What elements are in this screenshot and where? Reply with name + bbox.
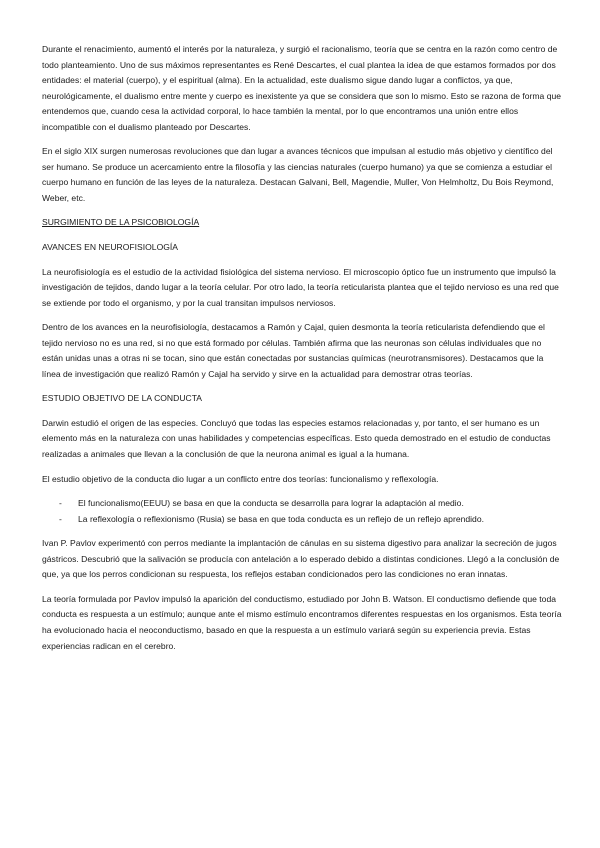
paragraph-renacimiento: Durante el renacimiento, aumentó el interés por la naturaleza, y surgió el racionalismo, teoría que se centra en la razón como centro de todo planteamiento. Uno de sus máximos representantes es René Descartes, el cual plantea la idea de que estamos formados por dos entidades: el material (cuerpo), y el espiritual (alma). En la actualidad, este dualismo sigue dando lugar a conflictos, ya que, neurológicamente, el dualismo entre mente y cuerpo es inexistente ya que se considera que son lo mismo. Esto se razona de forma que entendemos que, cuando cesa la actividad corporal, lo hace también la mental, por lo que encontramos una unión entre ellos incompatible con el dualismo planteado por Descartes. bbox=[42, 44, 562, 132]
subsection-title-conducta: ESTUDIO OBJETIVO DE LA CONDUCTA bbox=[42, 393, 203, 404]
subsection-title-neurofisiologia: AVANCES EN NEUROFISIOLOGÍA bbox=[42, 242, 179, 253]
list-item-reflexologia bbox=[42, 512, 562, 528]
list-item-text: La reflexología o reflexionismo (Rusia) se basa en que toda conducta es un reflejo de un reflejo aprendido. bbox=[78, 513, 484, 524]
document-page bbox=[42, 42, 562, 663]
paragraph-conflicto-teorias: El estudio objetivo de la conducta dio lugar a un conflicto entre dos teorías: funcionalismo y reflexología. bbox=[42, 473, 439, 484]
paragraph-neurofisiologia: La neurofisiología es el estudio de la actividad fisiológica del sistema nervioso. El microscopio óptico fue un instrumento que impulsó la investigación de tejidos, dando lugar a la teoría celular. Por otro lado, la teoría reticularista plantea que el tejido nervioso es una red que se extiende por todo el organismo, y por la cual transitan impulsos nerviosos. bbox=[42, 266, 559, 308]
theories-list bbox=[42, 496, 562, 527]
paragraph-ramon-y-cajal: Dentro de los avances en la neurofisiología, destacamos a Ramón y Cajal, quien desmonta la teoría reticularista defendiendo que el tejido nervioso no es una red, si no que está formado por células. También afirma que las neuronas son células individuales que no están unidas unas a otras ni se tocan, sino que están conectadas por sustancias químicas (neurotransmisores). Destacamos que la línea de investigación que realizó Ramón y Cajal ha servido y sirve en la actualidad para demostrar otras teorías. bbox=[42, 322, 545, 379]
paragraph-darwin: Darwin estudió el origen de las especies. Concluyó que todas las especies estamos relacionadas y, por tanto, el ser humano es un elemento más en la naturaleza con unas habilidades y competencias específicas. Esto queda demostrado en el estudio de conductas realizadas a animales que llevan a la conclusión de que la neurona animal es igual a la humana. bbox=[42, 417, 551, 460]
list-item-funcionalismo bbox=[42, 496, 562, 512]
list-item-text: El funcionalismo(EEUU) se basa en que la conducta se desarrolla para lograr la adaptación al medio. bbox=[78, 498, 464, 509]
list-dash-marker: - bbox=[59, 498, 62, 509]
list-dash-marker: - bbox=[59, 513, 62, 524]
section-title: SURGIMIENTO DE LA PSICOBIOLOGÍA bbox=[42, 217, 200, 228]
paragraph-conductismo: La teoría formulada por Pavlov impulsó la aparición del conductismo, estudiado por John B. Watson. El conductismo defiende que toda conducta es respuesta a un estímulo; aunque ante el mismo estímulo encontramos diferentes respuestas en los organismos. Esta teoría ha evolucionado hacia el neoconductismo, basado en que la respuesta a un estímulo variará según su experiencia previa. Estas experiencias radican en el cerebro. bbox=[42, 593, 562, 651]
paragraph-siglo-xix: En el siglo XIX surgen numerosas revoluciones que dan lugar a avances técnicos que impulsan al estudio más objetivo y científico del ser humano. Se produce un acercamiento entre la filosofía y las ciencias naturales (cuerpo humano) ya que se comienza a estudiar el cuerpo humano en función de las leyes de la naturaleza. Destacan Galvani, Bell, Magendie, Muller, Von Helmholtz, Du Bois Reymond, Weber, etc. bbox=[42, 146, 554, 203]
paragraph-pavlov: Ivan P. Pavlov experimentó con perros mediante la implantación de cánulas en su sistema digestivo para analizar la secreción de jugos gástricos. Descubrió que la salivación se producía con antelación a lo esperado debido a distintas condiciones. Llegó a la conclusión de que, ya que los perros condicionan su respuesta, los reflejos estaban condicionados pero las condiciones no eran innatas. bbox=[42, 538, 560, 580]
